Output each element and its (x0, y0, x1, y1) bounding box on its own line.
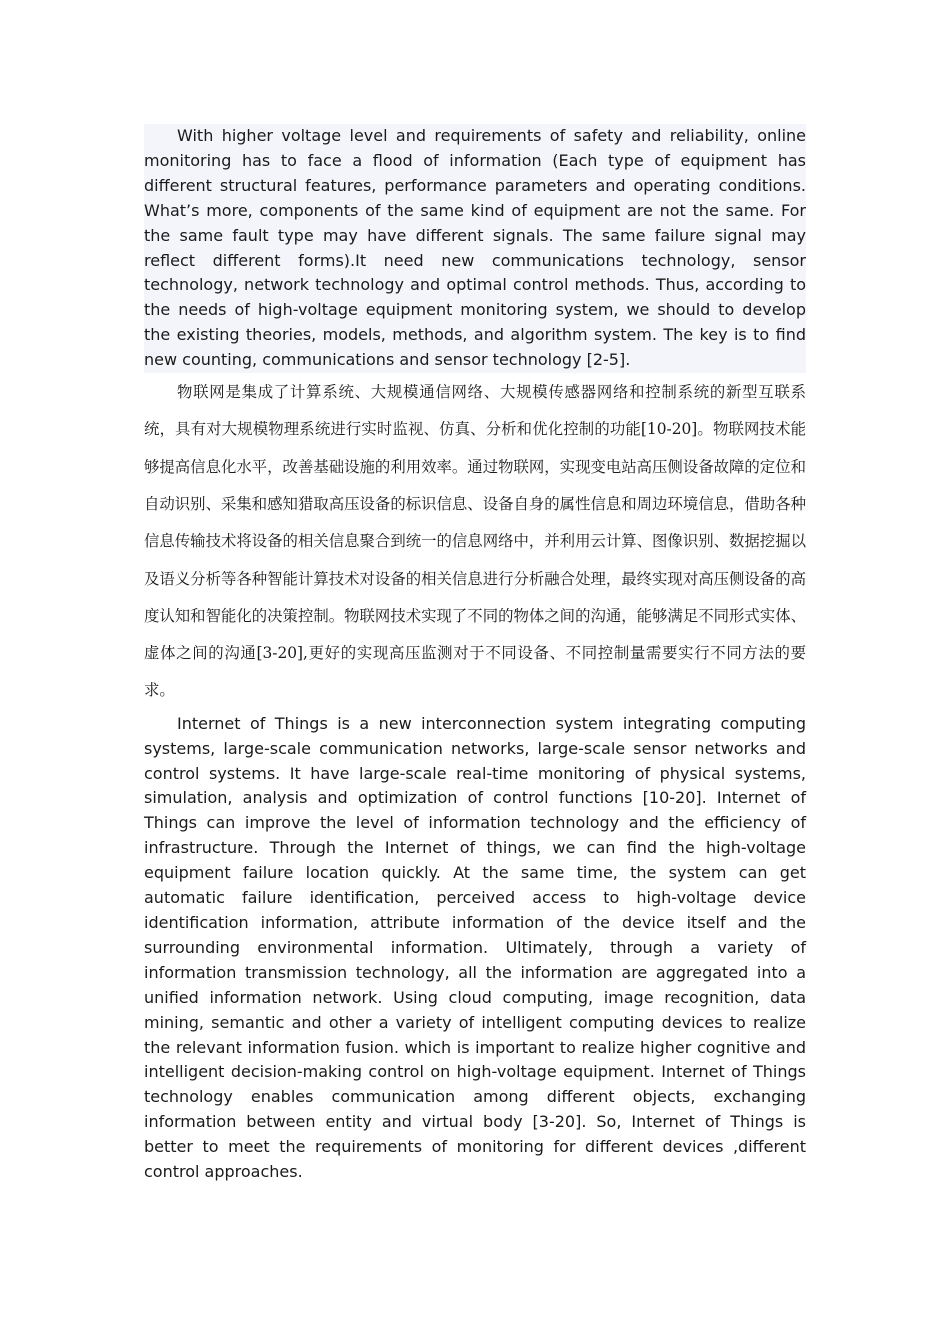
paragraph-english-iot: Internet of Things is a new interconnection system integrating computing systems, large-scale communication networks, large-scale sensor networks and control systems. It have large-scale real-time monitoring of physical systems, simulation, analysis and optimization of control functions [10-20]. Internet of Things can improve the level of information technology and the efficiency of infrastructure. Through the Internet of things, we can find the high-voltage equipment failure location quickly. At the same time, the system can get automatic failure identification, perceived access to high-voltage device identification information, attribute information of the device itself and the surrounding environmental information. Ultimately, through a variety of information transmission technology, all the information are aggregated into a unified information network. Using cloud computing, image recognition, data mining, semantic and other a variety of intelligent computing devices to realize the relevant information fusion. which is important to realize higher cognitive and intelligent decision-making control on high-voltage equipment. Internet of Things technology enables communication among different objects, exchanging information between entity and virtual body [3-20]. So, Internet of Things is better to meet the requirements of monitoring for different devices ,different control approaches. (144, 713, 806, 1182)
document-body (144, 124, 806, 1185)
paragraph-chinese-iot: 物联网是集成了计算系统、大规模通信网络、大规模传感器网络和控制系统的新型互联系统，具有对大规模物理系统进行实时监视、仿真、分析和优化控制的功能[10-20]。物联网技术能够提高信息化水平，改善基础设施的利用效率。通过物联网，实现变电站高压侧设备故障的定位和自动识别、采集和感知猎取高压设备的标识信息、设备自身的属性信息和周边环境信息，借助各种信息传输技术将设备的相关信息聚合到统一的信息网络中，并利用云计算、图像识别、数据挖掘以及语义分析等各种智能计算技术对设备的相关信息进行分析融合处理，最终实现对高压侧设备的高度认知和智能化的决策控制。物联网技术实现了不同的物体之间的沟通，能够满足不同形式实体、虚体之间的沟通[3-20],更好的实现高压监测对于不同设备、不同控制量需要实行不同方法的要求。 (144, 383, 806, 700)
paragraph-english-online-monitoring: With higher voltage level and requirements of safety and reliability, online monitoring has to face a flood of information (Each type of equipment has different structural features, performance parameters and operating conditions. What’s more, components of the same kind of equipment are not the same. For the same fault type may have different signals. The same failure signal may reflect different forms).It need new communications technology, sensor technology, network technology and optimal control methods. Thus, according to the needs of high-voltage equipment monitoring system, we should to develop the existing theories, models, methods, and algorithm system. The key is to find new counting, communications and sensor technology [2-5]. (144, 124, 806, 373)
